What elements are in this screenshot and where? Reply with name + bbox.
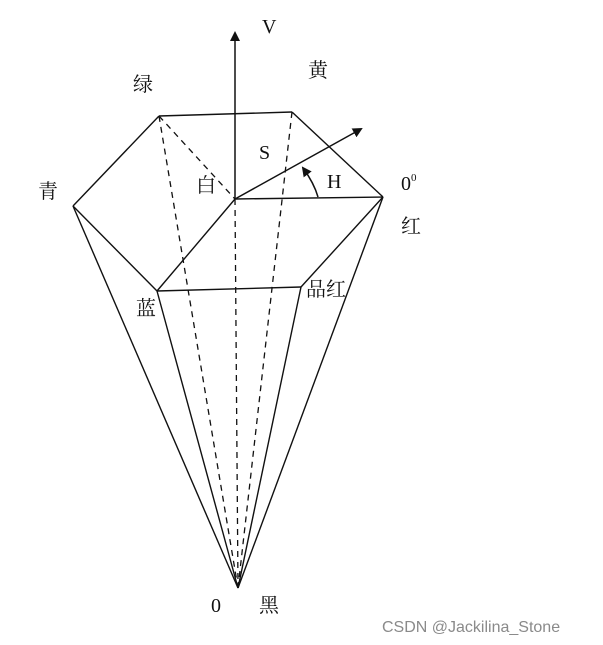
- degree-superscript: 0: [411, 172, 417, 184]
- saturation-label: S: [259, 142, 271, 164]
- yellow-label: 黄: [308, 58, 328, 82]
- hue-arc-arrow: [303, 168, 318, 197]
- cone-edge-red: [238, 197, 383, 588]
- cone-edge-cyan: [73, 206, 238, 588]
- edge-cyan-green: [73, 116, 159, 206]
- zero-degree-label: [401, 172, 417, 195]
- hidden-edge-axis: [235, 199, 238, 588]
- black-label: 黑: [259, 593, 279, 617]
- cone-edge-blue: [157, 291, 238, 588]
- hue-label: H: [327, 171, 342, 193]
- white-label: 白: [196, 173, 216, 197]
- magenta-label: 品红: [306, 277, 346, 301]
- hidden-edges: [159, 112, 292, 588]
- watermark: CSDN @Jackilina_Stone: [382, 619, 561, 636]
- center-lines: [157, 197, 383, 291]
- red-label: 红: [401, 214, 421, 238]
- green-label: 绿: [133, 72, 153, 96]
- cone-edge-magenta: [238, 287, 301, 588]
- blue-label: 蓝: [136, 296, 156, 320]
- edge-green-yellow: [159, 112, 292, 116]
- white-to-red: [235, 197, 383, 199]
- zero-degree-value: 0: [401, 173, 411, 195]
- hexagon-top: [73, 112, 383, 291]
- white-to-blue: [157, 199, 235, 291]
- cyan-label: 青: [38, 179, 58, 203]
- zero-label: 0: [211, 595, 221, 617]
- edge-blue-cyan: [73, 206, 157, 291]
- v-axis-label: V: [262, 16, 277, 38]
- s-axis-arrow: [235, 129, 361, 199]
- edge-magenta-blue: [157, 287, 301, 291]
- edge-red-magenta: [301, 197, 383, 287]
